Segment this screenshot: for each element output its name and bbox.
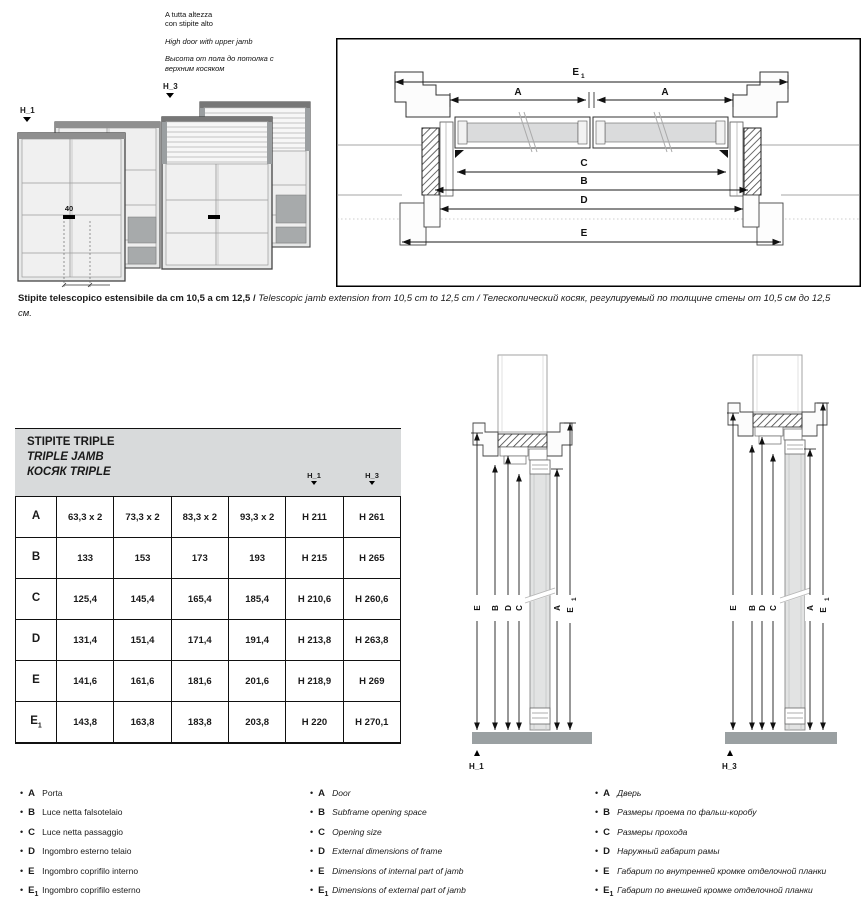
annotation-en-line1: High door with upper jamb bbox=[165, 36, 253, 46]
legend-item: • D Ingombro esterno telaio bbox=[20, 844, 140, 863]
horizontal-section-drawing bbox=[336, 38, 861, 287]
vdim-label-e: E bbox=[473, 605, 482, 611]
annotation-ru-line2: верхним косяком bbox=[165, 63, 225, 73]
annotation-it bbox=[165, 10, 274, 29]
down-arrow-icon bbox=[311, 481, 317, 485]
legend-item: • A Porta bbox=[20, 786, 140, 805]
door-leaf-vertical bbox=[785, 440, 805, 730]
vdim-label-b: B bbox=[748, 605, 757, 611]
vdim-label-e: E bbox=[729, 605, 738, 611]
dim-label-c: C bbox=[580, 158, 588, 169]
wall-hatch-right bbox=[744, 128, 761, 195]
legend-item: • C Размеры прохода bbox=[595, 825, 826, 844]
up-arrow-icon bbox=[727, 750, 733, 756]
vdim-label-a: A bbox=[553, 605, 562, 611]
vdim-label-a: A bbox=[806, 605, 815, 611]
table-row: B 133 153 173 193 H 215 H 265 bbox=[16, 538, 401, 579]
dim-label-a1: A bbox=[514, 87, 522, 98]
legend-item: • D External dimensions of frame bbox=[310, 844, 466, 863]
up-arrow-icon bbox=[474, 750, 480, 756]
legend-item: • E Габарит по внутренней кромке отделочной планки bbox=[595, 864, 826, 883]
legend-item: • $E_1$ Ingombro coprifilo esterno bbox=[20, 883, 140, 902]
door-leaf-section-2 bbox=[593, 112, 728, 152]
door-handle bbox=[63, 215, 75, 219]
h1-floor-label: H_1 bbox=[469, 762, 484, 771]
caption-italic: Telescopic jamb extension from 10,5 cm to 12,5 cm / Телескопический косяк, регулируемый по толщине стены от 10,5 см до 12,5 см. bbox=[18, 293, 831, 319]
vertical-dimension-lines bbox=[471, 423, 576, 730]
legend-ru bbox=[595, 786, 826, 902]
table-row: A 63,3 x 2 73,3 x 2 83,3 x 2 93,3 x 2 H 211 H 261 bbox=[16, 497, 401, 538]
table-title-ru: КОСЯК TRIPLE bbox=[27, 465, 111, 478]
vertical-section-h1 bbox=[445, 352, 640, 780]
h3-floor-label: H_3 bbox=[722, 762, 737, 771]
vdim-label-e1: E bbox=[819, 607, 828, 613]
h3-label: H_3 bbox=[163, 82, 178, 91]
legend-item: • C Luce netta passaggio bbox=[20, 825, 140, 844]
table-title-en: TRIPLE JAMB bbox=[27, 450, 104, 463]
legend-en bbox=[310, 786, 466, 902]
lintel-hatch bbox=[498, 434, 547, 447]
dim-label-d: D bbox=[580, 195, 588, 206]
annotation-ru-line1: Высота от пола до потолка с bbox=[165, 54, 274, 64]
lintel-hatch bbox=[753, 414, 802, 427]
h1-column-label: H_1 bbox=[307, 471, 321, 480]
caption-bold: Stipite telescopico estensibile da cm 10,5 a cm 12,5 / bbox=[18, 293, 259, 304]
legend-item: • C Opening size bbox=[310, 825, 466, 844]
top-annotation bbox=[165, 10, 274, 81]
annotation-en bbox=[165, 37, 274, 46]
vdim-label-e1-sub: 1 bbox=[571, 597, 578, 601]
vdim-label-e1: E bbox=[566, 607, 575, 613]
dim-label-b: B bbox=[580, 176, 588, 187]
table-row: C 125,4 145,4 165,4 185,4 H 210,6 H 260,6 bbox=[16, 579, 401, 620]
vertical-section-h3 bbox=[690, 352, 863, 780]
dimension-table bbox=[15, 428, 401, 744]
dim-label-e1-sub: 1 bbox=[581, 73, 585, 80]
handle-dimension-label: 40 bbox=[64, 204, 74, 213]
legend-item: • B Размеры проема по фальш-коробу bbox=[595, 805, 826, 824]
legend-item: • $E_1$ Габарит по внешней кромке отделочной планки bbox=[595, 883, 826, 902]
vdim-label-d: D bbox=[758, 605, 767, 611]
legend-item: • B Subframe opening space bbox=[310, 805, 466, 824]
dim-label-e: E bbox=[580, 228, 588, 239]
legend-item: • D Наружный габарит рамы bbox=[595, 844, 826, 863]
h1-label: H_1 bbox=[20, 106, 35, 115]
column-header-h1 bbox=[285, 471, 343, 485]
caption bbox=[18, 292, 838, 321]
dim-label-a2: A bbox=[661, 87, 669, 98]
table-row: $E_1$ 143,8 163,8 183,8 203,8 H 220 H 270,1 bbox=[16, 702, 401, 743]
legend-item: • A Дверь bbox=[595, 786, 826, 805]
annotation-it-line2: con stipite alto bbox=[165, 19, 213, 29]
legend-it bbox=[20, 786, 140, 902]
door-handle bbox=[208, 215, 220, 219]
legend-item: • $E_1$ Dimensions of external part of jamb bbox=[310, 883, 466, 902]
column-header-h3 bbox=[343, 471, 401, 485]
vdim-label-e1-sub: 1 bbox=[824, 597, 831, 601]
annotation-it-line1: A tutta altezza bbox=[165, 10, 213, 19]
vertical-dimension-lines bbox=[727, 403, 829, 730]
dim-label-e1: E bbox=[572, 67, 579, 78]
legend-item: • A Door bbox=[310, 786, 466, 805]
elevation-h3-front-door bbox=[162, 117, 272, 269]
elevation-h1-front-door bbox=[18, 133, 125, 288]
table-row: E 141,6 161,6 181,6 201,6 H 218,9 H 269 bbox=[16, 661, 401, 702]
vdim-label-c: C bbox=[769, 605, 778, 611]
legend-item: • E Ingombro coprifilo interno bbox=[20, 864, 140, 883]
down-arrow-icon bbox=[369, 481, 375, 485]
h3-column-label: H_3 bbox=[365, 471, 379, 480]
floor-bar bbox=[472, 732, 592, 744]
door-leaf-section-1 bbox=[455, 112, 590, 152]
wall-hatch-left bbox=[422, 128, 439, 195]
table-row: D 131,4 151,4 171,4 191,4 H 213,8 H 263,8 bbox=[16, 620, 401, 661]
annotation-ru bbox=[165, 54, 274, 73]
table-title-it: STIPITE TRIPLE bbox=[27, 436, 115, 448]
vdim-label-b: B bbox=[491, 605, 500, 611]
table-header bbox=[15, 428, 401, 496]
floor-bar bbox=[725, 732, 837, 744]
vdim-label-d: D bbox=[504, 605, 513, 611]
vdim-label-c: C bbox=[515, 605, 524, 611]
door-elevations-drawing bbox=[0, 95, 330, 295]
legend-item: • E Dimensions of internal part of jamb bbox=[310, 864, 466, 883]
legend-item: • B Luce netta falsotelaio bbox=[20, 805, 140, 824]
